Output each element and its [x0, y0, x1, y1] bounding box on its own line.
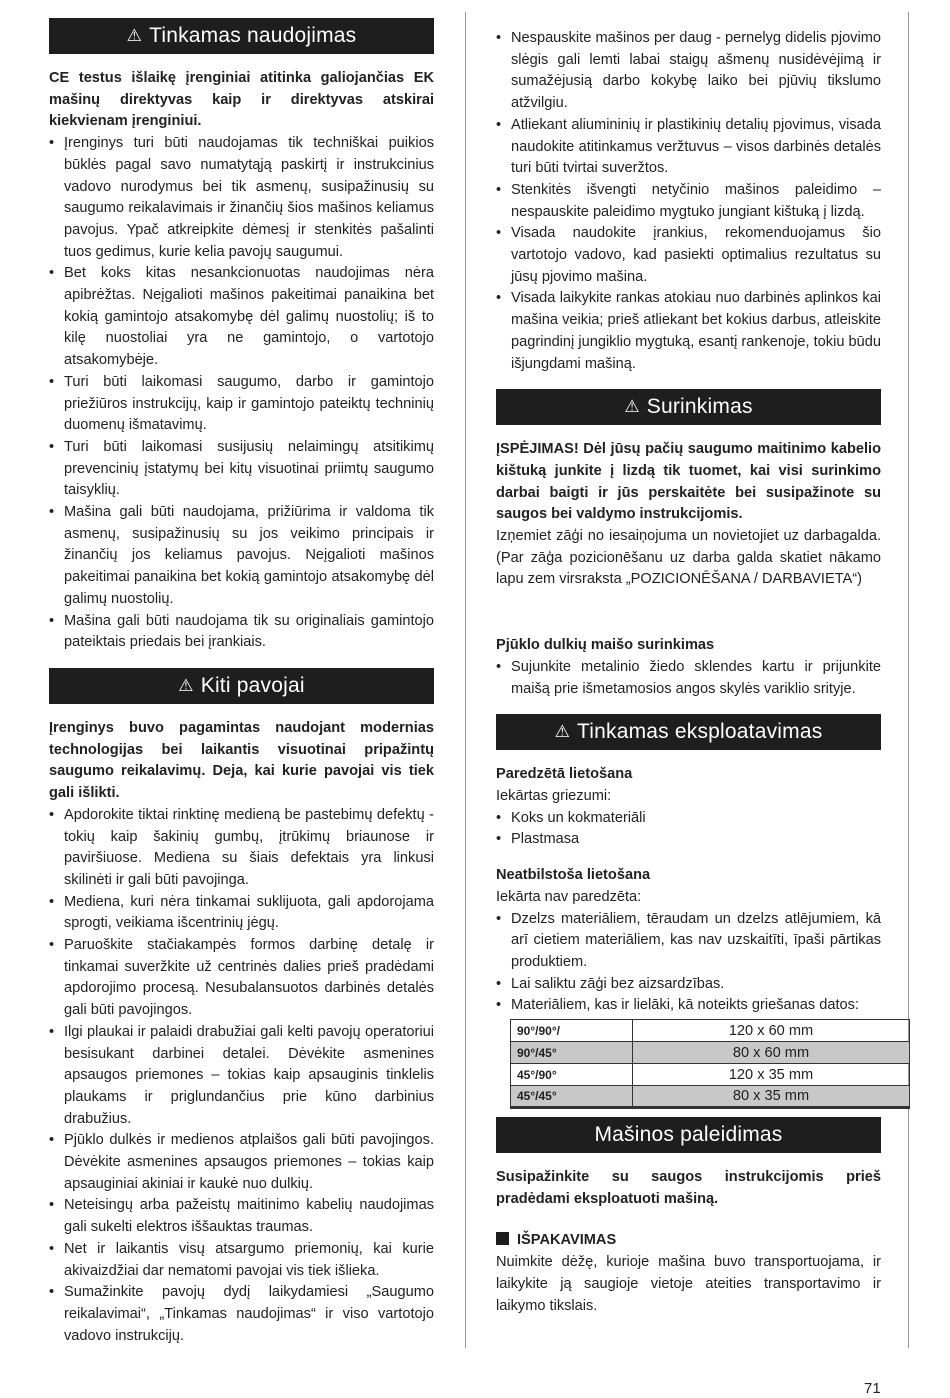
list-item: • Neteisingų arba pažeistų maitinimo kabelių naudojimas gali sukelti elektros iššauktas traumas.: [49, 1195, 434, 1238]
unpacking-text: Nuimkite dėžę, kurioje mašina buvo transportuojama, ir laikykite ją saugioje vietoje ateities transportavimo ir laikymo tikslais.: [496, 1254, 881, 1314]
column-divider-right: [908, 12, 909, 1348]
list-item: • Dzelzs materiāliem, tēraudam un dzelzs atlējumiem, kā arī cietiem materiāliem, kas nav uzskaitīti, īpaši pārtikas produktiem.: [496, 909, 881, 974]
list-item: • Turi būti laikomasi susijusių nelaimingų atsitikimų prevencinių įstatymų bei kitų visuotinai priimtų saugumo taisyklių.: [49, 437, 434, 502]
section-header-kiti-pavojai: ⚠ Kiti pavojai: [49, 668, 434, 704]
square-bullet-icon: [496, 1232, 509, 1245]
bullet-list: [49, 133, 434, 654]
list-item: • Mašina gali būti naudojama tik su originaliais gamintojo pateiktais priedais bei įrankiais.: [49, 611, 434, 654]
misuse-heading: Neatbilstoša lietošana: [496, 867, 651, 884]
list-item: • Pjūklo dulkės ir medienos atplaišos gali būti pavojingos. Dėvėkite asmenines apsaugos priemones – tokias kaip apsauginiai akiniai ir kaukė nuo dulkių.: [49, 1130, 434, 1195]
list-item: • Stenkitės išvengti netyčinio mašinos paleidimo – nespauskite paleidimo mygtuko jungiant kištuką į lizdą.: [496, 180, 881, 223]
list-item: • Turi būti laikomasi saugumo, darbo ir gamintojo priežiūros instrukcijų, kaip ir gamintojo pateiktų techninių duomenų išmatavimų.: [49, 372, 434, 437]
list-item: • Visada laikykite rankas atokiau nuo darbinės aplinkos kai mašina veikia; prieš atliekant bet kokius darbus, atleiskite pagrindinį jungiklio mygtuką, esantį rankenoje, tokiu būdu išjungdami mašiną.: [496, 288, 881, 375]
list-item: • Atliekant aliumininių ir plastikinių detalių pjovimus, visada naudokite atitinkamus veržtuvus – visos darbinės detalės turi būti tvirtai suveržtos.: [496, 115, 881, 180]
table-cell-angle: 90°/45°: [511, 1042, 633, 1064]
warning-icon: ⚠: [624, 397, 640, 417]
warning-icon: ⚠: [126, 26, 143, 45]
section-header-masinos-paleidimas: Mašinos paleidimas: [496, 1117, 881, 1153]
table-row: [511, 1020, 910, 1042]
bullet-list: [496, 909, 881, 1018]
list-item: • Plastmasa: [496, 829, 881, 851]
list-item: • Įrenginys turi būti naudojamas tik techniškai puikios būklės pagal savo numatytąją paskirtį ir instrukcinius vadovo nurodymus bei tik asmenų, susipažinusių su saugumo reikalavimais ir žinančių šios mašinos keliamus pavojus. Ypač atkreipkite dėmesį ir stenkitės pašalinti tuos gedimus, kurie kelia pavojų saugumui.: [49, 133, 434, 263]
warning-paragraph: ĮSPĖJIMAS! Dėl jūsų pačių saugumo maitinimo kabelio kištuką junkite į lizdą tik tuomet, kai visi surinkimo darbai baigti ir jūs perskaitėte bei susipažinote su saugos bei valdymo instrukcijomis.: [496, 441, 881, 523]
section-header-surinkimas: ⚠ Surinkimas: [496, 389, 881, 425]
table-cell-angle: 45°/45°: [511, 1086, 633, 1108]
table-row: [511, 1064, 910, 1086]
table-cell-size: 80 x 35 mm: [633, 1086, 910, 1108]
list-item: • Visada naudokite įrankius, rekomenduojamus šio vartotojo vadovo, kad pasiekti optimalius rezultatus su jūsų pjovimo mašina.: [496, 223, 881, 288]
warning-icon: ⚠: [554, 722, 571, 742]
intro-paragraph: CE testus išlaikę įrenginiai atitinka galiojančias EK mašinų direktyvas kaip ir direktyvas atskirai kiekvienam įrenginiui.: [49, 70, 434, 130]
section-header-tinkamas-naudojimas: ⚠ Tinkamas naudojimas: [49, 18, 434, 54]
table-cell-angle: 45°/90°: [511, 1064, 633, 1086]
bullet-list: [496, 28, 881, 375]
bullet-list: [49, 805, 434, 1348]
table-row: [511, 1086, 910, 1108]
intended-use-heading: Paredzētā lietošana: [496, 766, 633, 783]
cutting-capacity-table: [510, 1019, 910, 1109]
bullet-list: [496, 808, 881, 851]
unpacking-heading: IŠPAKAVIMAS: [496, 1230, 881, 1252]
list-item: • Lai saliktu zāģi bez aizsardzības.: [496, 974, 881, 996]
list-item: • Nespauskite mašinos per daug - pernelyg didelis pjovimo slėgis gali lemti labai staigų ašmenų nusidėvėjimą ir sumažėjusią darbo kokybę laiko bei pjūvių tikslumo atžvilgiu.: [496, 28, 881, 115]
intro-paragraph: Susipažinkite su saugos instrukcijomis prieš pradėdami eksploatuoti mašiną.: [496, 1169, 881, 1207]
intro-paragraph: Įrenginys buvo pagamintas naudojant modernias technologijas bei laikantis visuotinai pripažintų saugumo reikalavimų. Deja, kai kurie pavojai vis tiek gali išlikti.: [49, 719, 434, 802]
list-item: • Koks un kokmateriāli: [496, 808, 881, 830]
list-item: • Materiāliem, kas ir lielāki, kā noteikts griešanas datos:: [496, 995, 881, 1017]
misuse-text: Iekārta nav paredzēta:: [496, 888, 642, 905]
page-number: 71: [864, 1380, 881, 1397]
intended-use-text: Iekārtas griezumi:: [496, 787, 612, 804]
right-column: [496, 28, 881, 1317]
list-item: • Sujunkite metalinio žiedo sklendes kartu ir prijunkite maišą prie išmetamosios angos skylės variklio srityje.: [496, 657, 881, 700]
list-item: • Net ir laikantis visų atsargumo priemonių, kai kurie akivaizdžiai dar nematomi pavojai vis tiek išlieka.: [49, 1239, 434, 1282]
list-item: • Sumažinkite pavojų dydį laikydamiesi „Saugumo reikalavimai“, „Tinkamas naudojimas“ ir viso vartotojo vadovo instrukcijų.: [49, 1282, 434, 1347]
list-item: • Apdorokite tiktai rinktinę medieną be pastebimų defektų - tokių kaip šakinių gumbų, įtrūkimų briaunose ir paviršiuose. Mediena su šiais defektais yra linkusi skilinėti ir gali būti pavojinga.: [49, 805, 434, 892]
dust-bag-heading: Pjūklo dulkių maišo surinkimas: [496, 637, 715, 654]
warning-icon: ⚠: [178, 675, 194, 695]
table-cell-size: 120 x 60 mm: [633, 1020, 910, 1042]
column-divider-left: [465, 12, 466, 1348]
left-column: [49, 18, 434, 1347]
table-cell-size: 120 x 35 mm: [633, 1064, 910, 1086]
table-row: [511, 1042, 910, 1064]
list-item: • Bet koks kitas nesankcionuotas naudojimas nėra apibrėžtas. Neįgalioti mašinos pakeitimai panaikina bet kokią gamintojo atsakomybę dėl galimų nuostolių; iš to kilę nuostoliai yra ne gamintojo, o vartotojo atsakomybėje.: [49, 263, 434, 372]
table-cell-angle: 90°/90°/: [511, 1020, 633, 1042]
list-item: • Ilgi plaukai ir palaidi drabužiai gali kelti pavojų operatoriui besisukant darbinei detalei. Dėvėkite asmenines apsaugos priemones – tokias kaip apsauginis tinklelis plaukams ir priglundančius prie kūno darbinius drabužius.: [49, 1022, 434, 1131]
bullet-list: [496, 657, 881, 700]
assembly-text: Izņemiet zāģi no iesaiņojuma un novietojiet uz darbagalda. (Par zāģa pozicionēšanu uz darba galda skatiet nākamo lapu zem virsraksta „POZICIONĒŠANA / DARBAVIETA“): [496, 528, 881, 588]
table-cell-size: 80 x 60 mm: [633, 1042, 910, 1064]
list-item: • Mašina gali būti naudojama, prižiūrima ir valdoma tik asmenų, susipažinusių su jos veikimo principais ir žinančių jos keliamus pavojus. Neįgalioti mašinos pakeitimai panaikina bet kokią gamintojo atsakomybę dėl galimų nuostolių.: [49, 502, 434, 611]
list-item: • Mediena, kuri nėra tinkamai suklijuota, gali apdorojama sprogti, veikiama išcentrinių jėgų.: [49, 892, 434, 935]
list-item: • Paruoškite stačiakampės formos darbinę detalę ir tinkamai suveržkite už centrinės dalies prieš pradėdami apdorojimo procesą. Nesubalansuotos darbinės detalės gali būti pavojingos.: [49, 935, 434, 1022]
section-header-tinkamas-eksploatavimas: ⚠ Tinkamas eksploatavimas: [496, 714, 881, 750]
